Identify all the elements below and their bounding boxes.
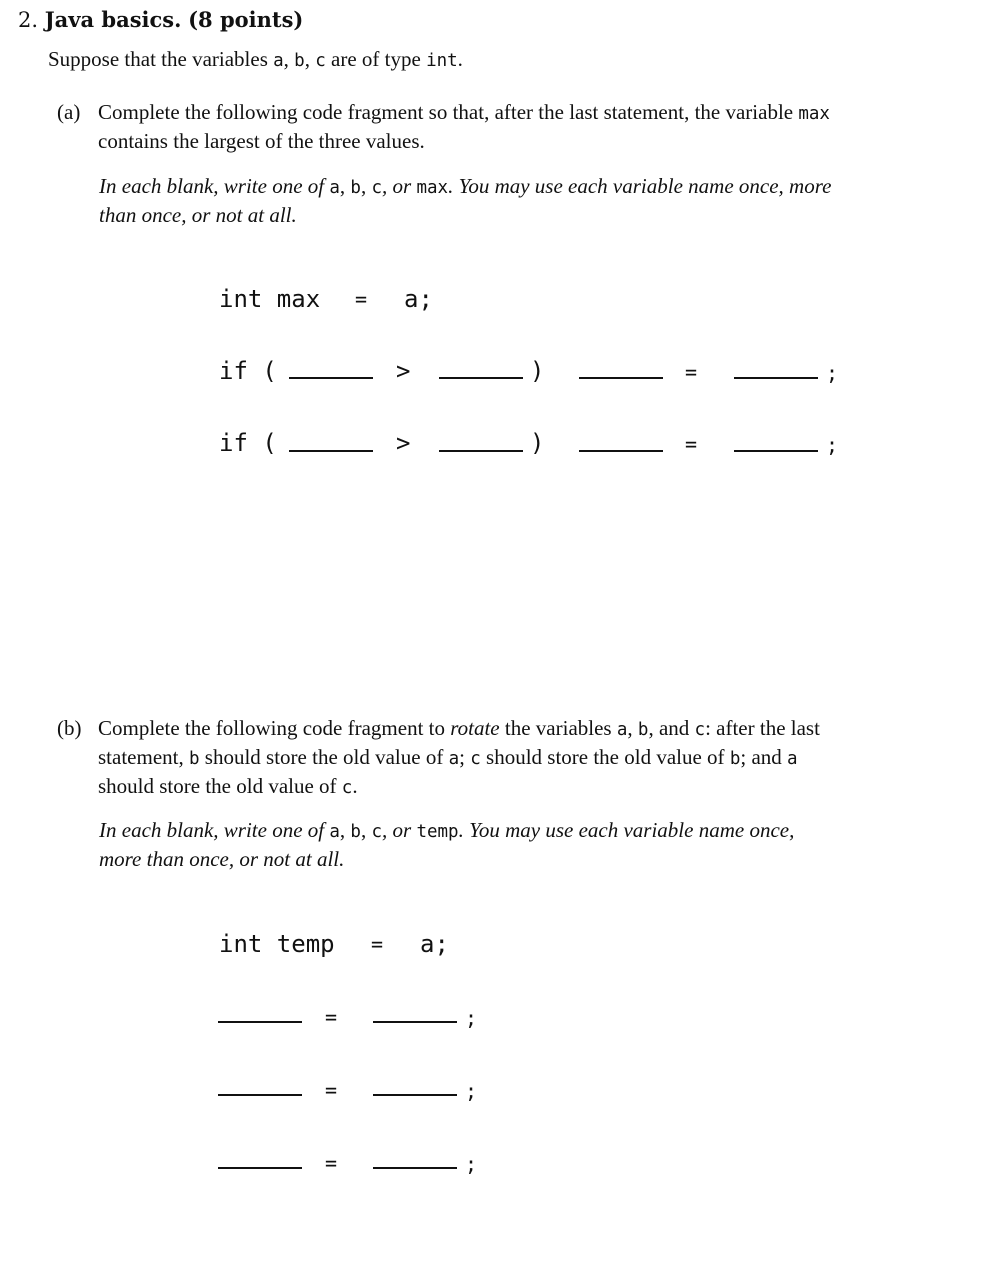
code-assign-b2: = — [325, 1078, 338, 1102]
blank-assign2-target[interactable] — [218, 1094, 302, 1096]
emphasis-rotate: rotate — [450, 716, 500, 740]
blank-if2-left[interactable] — [289, 450, 373, 452]
text: . You may use each variable name once, — [458, 818, 795, 842]
var-c: c — [694, 720, 706, 740]
text: should store the old value of — [480, 745, 730, 769]
code-assign-1: = — [685, 360, 698, 384]
part-b-text-line2 — [98, 743, 798, 774]
blank-assign1-value[interactable] — [373, 1021, 457, 1023]
var-a: a — [273, 51, 284, 71]
var-max: max — [416, 178, 449, 198]
var-b: b — [350, 822, 361, 842]
text: , and — [648, 716, 695, 740]
blank-assign1-target[interactable] — [218, 1021, 302, 1023]
code-if-2: if ( — [219, 429, 277, 457]
part-b-text-line1 — [98, 714, 820, 745]
blank-if1-value[interactable] — [734, 377, 818, 379]
question-points: (8 points) — [188, 7, 304, 32]
intro-text: Suppose that the variables — [48, 47, 274, 71]
text: , or — [382, 818, 417, 842]
code-semi-b1: ; — [465, 1006, 478, 1030]
blank-if2-right[interactable] — [439, 450, 523, 452]
text: should store the old value of — [98, 774, 342, 798]
text: should store the old value of — [199, 745, 449, 769]
blank-assign3-target[interactable] — [218, 1167, 302, 1169]
code-value-a: a; — [420, 930, 449, 958]
type-int: int — [426, 51, 458, 71]
code-gt-1: > — [396, 357, 411, 385]
part-a-instructions-line2: than once, or not at all. — [99, 203, 297, 227]
var-a: a — [329, 822, 340, 842]
text: In each blank, write one of — [99, 818, 330, 842]
code-semi-1: ; — [826, 361, 839, 385]
var-c: c — [341, 778, 353, 798]
question-title: Java basics. — [44, 7, 182, 32]
part-a-text-line1 — [98, 98, 830, 129]
blank-if1-left[interactable] — [289, 377, 373, 379]
period: . — [352, 774, 358, 798]
code-decl-temp: int temp — [219, 930, 335, 958]
var-b: b — [350, 178, 361, 198]
text: statement, — [98, 745, 189, 769]
text: . You may use each variable name once, more — [448, 174, 832, 198]
sep: , — [627, 716, 638, 740]
part-a-text-line2: contains the largest of the three values. — [98, 129, 425, 153]
var-c: c — [371, 178, 383, 198]
code-semi-b2: ; — [465, 1079, 478, 1103]
part-b-text-line3 — [98, 772, 358, 803]
question-intro — [48, 45, 463, 76]
blank-assign2-value[interactable] — [373, 1094, 457, 1096]
text: Complete the following code fragment so that, after the last statement, the variable — [98, 100, 799, 124]
sep: , — [339, 174, 351, 198]
period: . — [457, 47, 463, 71]
question-heading — [18, 7, 303, 32]
text: In each blank, write one of — [99, 174, 330, 198]
sep: , — [360, 818, 372, 842]
sep: , — [304, 47, 316, 71]
code-equals: = — [355, 287, 368, 311]
text: ; — [459, 745, 471, 769]
blank-assign3-value[interactable] — [373, 1167, 457, 1169]
part-b-instructions-line1 — [99, 816, 794, 847]
var-c: c — [371, 822, 383, 842]
text: : after the last — [705, 716, 820, 740]
code-close-2: ) — [530, 429, 545, 457]
code-semi-2: ; — [826, 433, 839, 457]
var-temp: temp — [416, 822, 459, 842]
code-if-1: if ( — [219, 357, 277, 385]
var-b: b — [729, 749, 741, 769]
var-a: a — [616, 720, 628, 740]
question-number: 2. — [18, 8, 39, 32]
code-semi-b3: ; — [465, 1152, 478, 1176]
part-b-label: (b) — [57, 716, 82, 740]
text: Complete the following code fragment to — [98, 716, 451, 740]
code-assign-b3: = — [325, 1151, 338, 1175]
var-max: max — [798, 104, 830, 124]
intro-text: are of type — [325, 47, 427, 71]
var-a: a — [329, 178, 340, 198]
part-a-label: (a) — [57, 100, 81, 124]
var-c: c — [470, 749, 481, 769]
code-assign-2: = — [685, 432, 698, 456]
code-gt-2: > — [396, 429, 411, 457]
code-assign-b1: = — [325, 1005, 338, 1029]
code-decl-max: int max — [219, 285, 321, 313]
blank-if2-target[interactable] — [579, 450, 663, 452]
text: the variables — [499, 716, 617, 740]
blank-if2-value[interactable] — [734, 450, 818, 452]
code-close-1: ) — [530, 357, 545, 385]
sep: , — [339, 818, 351, 842]
blank-if1-right[interactable] — [439, 377, 523, 379]
blank-if1-target[interactable] — [579, 377, 663, 379]
var-c: c — [315, 51, 326, 71]
var-a: a — [448, 749, 460, 769]
part-a-instructions-line1 — [99, 172, 831, 203]
code-equals: = — [371, 932, 384, 956]
text: , or — [382, 174, 417, 198]
part-b-instructions-line2: more than once, or not at all. — [99, 847, 345, 871]
var-a: a — [787, 749, 798, 769]
var-b: b — [188, 749, 200, 769]
var-b: b — [294, 51, 305, 71]
sep: , — [283, 47, 295, 71]
var-b: b — [637, 720, 649, 740]
text: ; and — [740, 745, 788, 769]
code-value-a: a; — [404, 285, 433, 313]
sep: , — [360, 174, 372, 198]
